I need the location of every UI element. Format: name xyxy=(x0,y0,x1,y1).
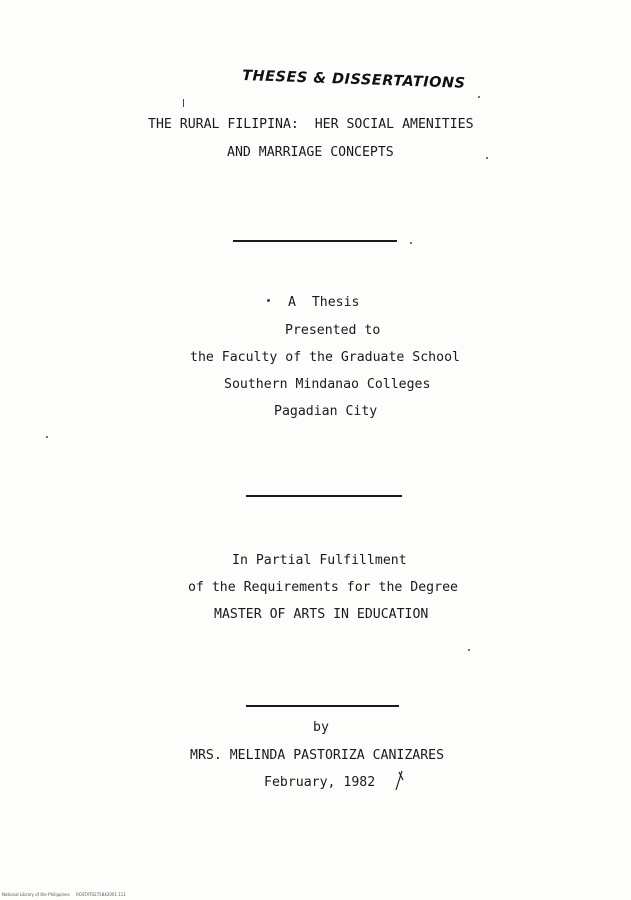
scan-speck xyxy=(478,96,480,98)
scan-footer: National Library of the Philippines ROSTAT0275842001 111 xyxy=(2,892,126,897)
faculty-line: the Faculty of the Graduate School xyxy=(190,350,460,365)
thesis-label: A Thesis xyxy=(288,295,360,310)
scan-speck xyxy=(410,242,412,244)
thesis-title-line-2: AND MARRIAGE CONCEPTS xyxy=(227,145,394,160)
submission-date: February, 1982 xyxy=(264,775,376,790)
author-name: MRS. MELINDA PASTORIZA CANIZARES xyxy=(190,748,445,763)
presented-to: Presented to xyxy=(285,323,381,338)
divider-rule xyxy=(246,705,399,707)
theses-dissertations-stamp xyxy=(238,60,468,100)
scan-speck xyxy=(486,157,488,159)
stamp-text: THESES & DISSERTATIONS xyxy=(241,68,466,92)
bullet-dot xyxy=(267,299,270,302)
pen-mark xyxy=(392,770,406,792)
stamp-graphic xyxy=(238,60,468,100)
scan-speck xyxy=(183,99,184,107)
by-label: by xyxy=(313,720,329,735)
partial-fulfillment: In Partial Fulfillment xyxy=(232,553,407,568)
degree-name: MASTER OF ARTS IN EDUCATION xyxy=(214,607,429,622)
divider-rule xyxy=(246,495,402,497)
divider-rule xyxy=(233,240,397,242)
college-name: Southern Mindanao Colleges xyxy=(224,377,431,392)
scan-speck xyxy=(468,649,470,651)
college-city: Pagadian City xyxy=(274,404,378,419)
thesis-title-line-1: THE RURAL FILIPINA: HER SOCIAL AMENITIES xyxy=(148,117,474,132)
requirements-line: of the Requirements for the Degree xyxy=(188,580,458,595)
scan-speck xyxy=(46,436,48,438)
